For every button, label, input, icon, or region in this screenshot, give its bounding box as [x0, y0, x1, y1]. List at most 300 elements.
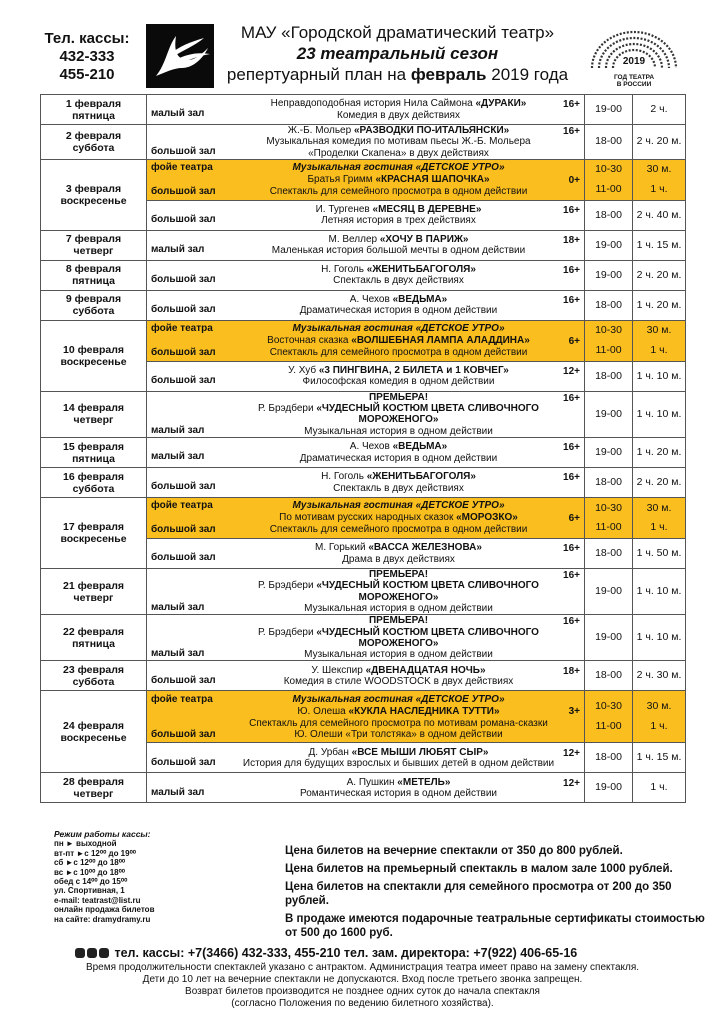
age-spacer	[558, 500, 584, 501]
date-weekday: суббота	[72, 305, 115, 318]
performance-title: «ВОЛШЕБНАЯ ЛАМПА АЛАДДИНА»	[351, 335, 530, 347]
date-cell	[41, 159, 147, 230]
genre-line-2: «Проделки Скапена» в двух действиях	[308, 147, 489, 159]
duration-cell	[633, 498, 686, 539]
date-cell	[41, 95, 147, 125]
kids-title-line	[239, 335, 558, 346]
duration-value: 30 м.	[646, 324, 672, 337]
genre-line: Драма в двух действиях	[342, 553, 455, 565]
performance-description	[239, 441, 558, 464]
duration-cell: 1 ч. 20 м.	[633, 438, 686, 468]
age-rating: 16+	[563, 205, 580, 217]
genre-line: Романтическая история в одном действии	[299, 787, 498, 799]
author: А. Чехов	[349, 441, 393, 453]
time-cell	[585, 498, 633, 539]
author: Н. Гоголь	[321, 471, 367, 483]
age-rating: 16+	[563, 295, 580, 307]
duration-cell: 1 ч. 50 м.	[633, 539, 686, 569]
time-value: 10-30	[595, 163, 622, 176]
hall-label: большой зал	[151, 674, 216, 686]
performance-title: «ЖЕНИТЬБАГОГОЛЯ»	[366, 471, 476, 483]
time-cell: 18-00	[585, 290, 633, 320]
date-weekday: суббота	[72, 675, 115, 688]
time-cell: 18-00	[585, 661, 633, 691]
performance-description	[239, 98, 558, 121]
age-rating: 12+	[563, 366, 580, 378]
date-cell	[41, 468, 147, 498]
date-weekday: пятница	[72, 637, 115, 650]
box-office-hours	[54, 830, 164, 924]
genre-line: Маленькая история большой мечты в одном действии	[271, 245, 526, 257]
performance-title: «ЧУДЕСНЫЙ КОСТЮМ ЦВЕТА СЛИВОЧНОГО МОРОЖЕНОГО»	[316, 580, 539, 603]
age-spacer	[558, 729, 584, 730]
hall-label: малый зал	[151, 424, 205, 436]
hours-title: Режим работы кассы:	[54, 829, 151, 839]
kids-series-title: Музыкальная гостиная «ДЕТСКОЕ УТРО»	[292, 323, 505, 335]
kids-genre-line: Спектакль для семейного просмотра по мотивам романа-сказки	[249, 717, 548, 729]
duration-value: 1 ч.	[650, 521, 668, 534]
performance-description	[239, 777, 558, 800]
website-link[interactable]: на сайте: dramydramy.ru	[54, 914, 151, 924]
performance-row	[147, 441, 584, 464]
kids-series-title: Музыкальная гостиная «ДЕТСКОЕ УТРО»	[292, 500, 505, 512]
date-weekday: воскресенье	[60, 533, 127, 546]
hours-line: вт-пт ►с 12⁰⁰ до 19⁰⁰	[54, 848, 136, 858]
duration-cell	[633, 691, 686, 743]
performance-title: «ХОЧУ В ПАРИЖ»	[379, 234, 469, 246]
season-title: 23 театральный сезон	[296, 44, 499, 63]
date-day: 1 февраля	[65, 97, 122, 110]
performance-title: «КРАСНАЯ ШАПОЧКА»	[375, 174, 490, 186]
performance-cell	[147, 438, 585, 468]
performance-row	[147, 542, 584, 565]
time-cell: 18-00	[585, 125, 633, 160]
hours-line: пн ► выходной	[54, 839, 117, 849]
time-cell	[585, 691, 633, 743]
performance-row	[147, 777, 584, 800]
performance-row	[41, 125, 686, 160]
performance-row	[147, 665, 584, 688]
performance-row	[41, 391, 686, 437]
contacts-text: тел. кассы: +7(3466) 432-333, 455-210 тел. зам. директора: +7(922) 406-65-16	[114, 946, 578, 960]
date-day: 7 февраля	[65, 233, 122, 246]
email-link[interactable]: e-mail: teatrast@list.ru	[54, 895, 141, 905]
performance-description	[239, 234, 558, 257]
duration-cell: 1 ч. 15 м.	[633, 743, 686, 773]
hall-label: малый зал	[151, 601, 205, 613]
box-office-phone-2: 455-210	[59, 66, 115, 83]
performance-row	[147, 264, 584, 287]
performance-title: «МЕТЕЛЬ»	[397, 776, 451, 788]
online-sales: онлайн продажа билетов	[54, 905, 155, 915]
date-weekday: пятница	[72, 109, 115, 122]
author: Неправдоподобная история Нила Саймона	[270, 98, 476, 110]
kids-performance-row	[41, 320, 686, 361]
time-cell: 18-00	[585, 361, 633, 391]
age-spacer	[558, 186, 584, 187]
time-cell: 19-00	[585, 391, 633, 437]
date-weekday: четверг	[73, 787, 114, 800]
performance-title: «ВЕДЬМА»	[392, 294, 448, 306]
performance-row	[147, 615, 584, 660]
date-cell	[41, 569, 147, 615]
duration-cell: 1 ч. 10 м.	[633, 391, 686, 437]
date-cell	[41, 230, 147, 260]
duration-value: 1 ч.	[650, 719, 668, 732]
performance-description	[239, 204, 558, 227]
hall-label: большой зал	[151, 186, 216, 198]
author: М. Веллер	[328, 234, 380, 246]
badge-year: 2019	[622, 56, 646, 67]
time-cell: 19-00	[585, 438, 633, 468]
performance-row	[41, 468, 686, 498]
hall-label: фойе театра	[151, 323, 213, 335]
date-day: 24 февраля	[63, 719, 124, 732]
logo-bird-icon	[146, 24, 214, 88]
age-rating: 6+	[568, 512, 580, 524]
hall-label: большой зал	[151, 375, 216, 387]
performance-cell	[147, 260, 585, 290]
hall-label: фойе театра	[151, 162, 213, 174]
price-family: Цена билетов на спектакли для семейного просмотра от 200 до 350 рублей.	[285, 881, 672, 907]
date-weekday: четверг	[73, 414, 114, 427]
performance-title-line	[241, 294, 556, 305]
price-premiere: Цена билетов на премьерный спектакль в малом зале 1000 рублей.	[285, 863, 673, 875]
age-rating: 3+	[568, 706, 580, 718]
hall-label: большой зал	[151, 347, 216, 359]
performance-description	[239, 365, 558, 388]
premiere-label: ПРЕМЬЕРА!	[368, 569, 429, 581]
date-cell	[41, 260, 147, 290]
performance-cell	[147, 230, 585, 260]
performance-title-line	[241, 125, 556, 136]
performance-row	[147, 365, 584, 388]
kids-genre-line: Спектакль для семейного просмотра в одном действии	[269, 347, 528, 359]
performance-title: «ВСЕ МЫШИ ЛЮБЯТ СЫР»	[351, 746, 489, 758]
performance-cell	[147, 468, 585, 498]
date-weekday: пятница	[72, 452, 115, 465]
kids-line	[147, 524, 584, 536]
duration-cell: 2 ч. 20 м.	[633, 125, 686, 160]
genre-line: Драматическая история в одном действии	[299, 452, 498, 464]
performance-cell	[147, 539, 585, 569]
whatsapp-icon	[87, 948, 97, 958]
duration-cell: 1 ч. 10 м.	[633, 569, 686, 615]
performance-cell	[147, 743, 585, 773]
time-value: 11-00	[595, 719, 622, 732]
ticket-prices	[285, 844, 705, 944]
age-spacer	[558, 694, 584, 695]
box-office-label: Тел. кассы:	[44, 30, 130, 47]
age-rating: 16+	[563, 99, 580, 111]
performance-title-line	[241, 627, 556, 650]
time-cell: 19-00	[585, 260, 633, 290]
performance-title-line	[241, 441, 556, 452]
kids-title-line	[239, 512, 558, 523]
kids-performance-row	[41, 159, 686, 200]
hall-label: большой зал	[151, 146, 216, 158]
kids-line	[147, 705, 584, 718]
genre-line: Философская комедия в одном действии	[302, 376, 495, 388]
performance-title-line	[241, 98, 556, 109]
time-cell: 19-00	[585, 773, 633, 803]
time-value: 11-00	[595, 182, 622, 195]
author: У. Шекспир	[311, 664, 366, 676]
date-day: 17 февраля	[63, 521, 124, 534]
title-block	[215, 22, 580, 85]
kids-line	[147, 335, 584, 348]
genre-line: Летняя история в трех действиях	[321, 215, 476, 227]
performance-title: «МЕСЯЦ В ДЕРЕВНЕ»	[372, 204, 482, 216]
performance-row	[41, 95, 686, 125]
kids-line	[147, 162, 584, 174]
kids-performance-cell	[147, 691, 585, 743]
author: Ю. Олеша	[297, 705, 349, 717]
time-cell: 19-00	[585, 615, 633, 661]
author: Ж.-Б. Мольер	[287, 125, 354, 136]
performance-row	[41, 569, 686, 615]
duration-cell	[633, 320, 686, 361]
hall-label: большой зал	[151, 524, 216, 536]
performance-title: «ДУРАКИ»	[475, 98, 527, 110]
kids-line	[147, 347, 584, 359]
author: Р. Брэдбери	[258, 580, 317, 592]
date-weekday: четверг	[73, 245, 114, 258]
date-weekday: суббота	[72, 482, 115, 495]
performance-row	[147, 125, 584, 159]
performance-cell	[147, 361, 585, 391]
performance-cell	[147, 290, 585, 320]
performance-row	[41, 661, 686, 691]
kids-title-line	[239, 174, 558, 185]
theatre-name: МАУ «Городской драматический театр»	[240, 23, 555, 42]
performance-row	[41, 290, 686, 320]
kids-genre-line: Спектакль для семейного просмотра в одном действии	[269, 524, 528, 536]
duration-cell: 2 ч.	[633, 95, 686, 125]
date-day: 8 февраля	[65, 263, 122, 276]
time-cell: 18-00	[585, 539, 633, 569]
performance-row	[41, 230, 686, 260]
duration-cell: 1 ч.	[633, 773, 686, 803]
performance-description	[239, 294, 558, 317]
hall-label: фойе театра	[151, 693, 213, 705]
date-cell	[41, 320, 147, 391]
author: Д. Урбан	[308, 746, 352, 758]
duration-value: 1 ч.	[650, 182, 668, 195]
date-weekday: воскресенье	[60, 731, 127, 744]
hall-label: большой зал	[151, 304, 216, 316]
date-day: 23 февраля	[63, 663, 124, 676]
kids-performance-cell	[147, 159, 585, 200]
age-rating: 6+	[568, 335, 580, 347]
date-cell	[41, 290, 147, 320]
performance-title: «ВЕДЬМА»	[392, 441, 448, 453]
duration-cell: 2 ч. 40 м.	[633, 200, 686, 230]
performance-title-line	[241, 403, 556, 426]
genre-line: Музыкальная история в одном действии	[304, 425, 493, 437]
age-rating: 16+	[563, 442, 580, 454]
year-of-theatre-badge	[584, 28, 684, 92]
performance-row	[41, 773, 686, 803]
genre-line: Спектакль в двух действиях	[333, 482, 464, 494]
gift-certificates: В продаже имеются подарочные театральные сертификаты стоимостью от 500 до 1600 руб.	[285, 913, 705, 939]
performance-cell	[147, 125, 585, 160]
kids-header	[239, 500, 558, 511]
theatre-logo	[146, 24, 214, 88]
age-rating: 0+	[568, 174, 580, 186]
performance-title: «РАЗВОДКИ ПО-ИТАЛЬЯНСКИ»	[353, 125, 510, 136]
genre-line: История для будущих взрослых и бывших детей в одном действии	[242, 757, 555, 769]
age-rating: 16+	[563, 616, 580, 628]
kids-genre-line-2: Ю. Олеши «Три толстяка» в одном действии	[294, 728, 503, 740]
performance-description	[239, 264, 558, 287]
date-day: 16 февраля	[63, 470, 124, 483]
age-rating: 16+	[563, 472, 580, 484]
date-cell	[41, 691, 147, 773]
hall-label: большой зал	[151, 214, 216, 226]
hours-line: обед с 14⁰⁰ до 15⁰⁰	[54, 877, 128, 887]
date-cell	[41, 661, 147, 691]
date-weekday: суббота	[72, 141, 115, 154]
performance-title: «КУКЛА НАСЛЕДНИКА ТУТТИ»	[348, 705, 500, 717]
time-cell	[585, 320, 633, 361]
author: М. Горький	[315, 542, 369, 554]
time-value: 11-00	[595, 521, 622, 534]
author: Братья Гримм	[307, 174, 376, 186]
performance-title-line	[241, 365, 556, 376]
age-spacer	[558, 323, 584, 324]
kids-header	[239, 162, 558, 173]
duration-cell	[633, 159, 686, 200]
author: Н. Гоголь	[321, 264, 367, 276]
kids-series-title: Музыкальная гостиная «ДЕТСКОЕ УТРО»	[292, 693, 505, 705]
duration-cell: 1 ч. 10 м.	[633, 615, 686, 661]
age-rating: 16+	[563, 392, 580, 404]
performance-row	[41, 260, 686, 290]
author: Восточная сказка	[267, 335, 352, 347]
genre-line: Музыкальная история в одном действии	[304, 649, 493, 661]
author: А. Чехов	[349, 294, 393, 306]
hall-label: малый зал	[151, 786, 205, 798]
performance-row	[41, 438, 686, 468]
kids-header	[239, 694, 558, 705]
date-cell	[41, 438, 147, 468]
kids-performance-cell	[147, 320, 585, 361]
duration-value: 30 м.	[646, 700, 672, 713]
date-weekday: пятница	[72, 275, 115, 288]
author: И. Тургенев	[315, 204, 373, 216]
author: Р. Брэдбери	[258, 626, 317, 638]
genre-line: Музыкальная комедия по мотивам пьесы Ж.-Б. Мольера	[266, 136, 531, 148]
hall-label: малый зал	[151, 647, 205, 659]
age-rating: 12+	[563, 777, 580, 789]
telegram-icon	[99, 948, 109, 958]
performance-description	[239, 615, 558, 660]
age-spacer	[558, 347, 584, 348]
performance-title-line	[241, 234, 556, 245]
age-rating: 16+	[563, 570, 580, 582]
kids-performance-row	[41, 691, 686, 743]
performance-row	[147, 392, 584, 437]
performance-title: «ЧУДЕСНЫЙ КОСТЮМ ЦВЕТА СЛИВОЧНОГО МОРОЖЕНОГО»	[316, 626, 539, 649]
duration-cell: 1 ч. 10 м.	[633, 361, 686, 391]
duration-cell: 2 ч. 20 м.	[633, 468, 686, 498]
time-value: 11-00	[595, 343, 622, 356]
author: А. Пушкин	[346, 776, 398, 788]
hours-line: сб ►с 12⁰⁰ до 18⁰⁰	[54, 858, 126, 868]
age-rating: 16+	[563, 265, 580, 277]
time-cell: 18-00	[585, 468, 633, 498]
duration-value: 30 м.	[646, 501, 672, 514]
premiere-label: ПРЕМЬЕРА!	[368, 391, 429, 403]
duration-cell: 1 ч. 15 м.	[633, 230, 686, 260]
date-day: 28 февраля	[63, 775, 124, 788]
date-day: 3 февраля	[65, 182, 122, 195]
date-cell	[41, 498, 147, 569]
performance-title-line	[241, 580, 556, 603]
genre-line: Комедия в двух действиях	[337, 109, 460, 121]
age-rating: 12+	[563, 747, 580, 759]
notes	[50, 962, 675, 1010]
hall-label: большой зал	[151, 728, 216, 740]
performance-title-line	[241, 542, 556, 553]
performance-description	[239, 542, 558, 565]
age-rating: 16+	[563, 126, 580, 137]
kids-line	[147, 729, 584, 741]
hall-label: фойе театра	[151, 500, 213, 512]
kids-performance-row	[41, 498, 686, 539]
age-rating: 18+	[563, 665, 580, 677]
performance-row	[147, 204, 584, 227]
duration-cell: 1 ч. 20 м.	[633, 290, 686, 320]
kids-line	[147, 718, 584, 729]
hall-label: малый зал	[151, 108, 205, 120]
genre-line: Спектакль в двух действиях	[333, 275, 464, 287]
kids-line	[147, 186, 584, 198]
performance-cell	[147, 773, 585, 803]
performance-row	[147, 471, 584, 494]
performance-row	[147, 234, 584, 257]
hall-label: большой зал	[151, 274, 216, 286]
duration-cell: 2 ч. 20 м.	[633, 260, 686, 290]
kids-header	[239, 323, 558, 334]
age-rating: 16+	[563, 543, 580, 555]
premiere-label: ПРЕМЬЕРА!	[368, 615, 429, 627]
kids-line	[147, 174, 584, 187]
date-day: 2 февраля	[65, 129, 122, 142]
kids-line	[147, 512, 584, 525]
author: У. Хуб	[288, 365, 319, 377]
performance-cell	[147, 200, 585, 230]
time-value: 10-30	[595, 324, 622, 337]
performance-description	[239, 747, 558, 770]
performance-row	[147, 98, 584, 121]
repertoire-title: репертуарный план на февраль 2019 года	[226, 65, 569, 84]
kids-performance-cell	[147, 498, 585, 539]
performance-cell	[147, 661, 585, 691]
address: ул. Спортивная, 1	[54, 886, 125, 896]
performance-title: «ЖЕНИТЬБАГОГОЛЯ»	[366, 264, 476, 276]
hours-line: вс ►с 10⁰⁰ до 18⁰⁰	[54, 867, 126, 877]
performance-title: «ЧУДЕСНЫЙ КОСТЮМ ЦВЕТА СЛИВОЧНОГО МОРОЖЕНОГО»	[316, 403, 539, 426]
performance-cell	[147, 569, 585, 615]
performance-title-line	[241, 264, 556, 275]
date-cell	[41, 773, 147, 803]
duration-value: 30 м.	[646, 163, 672, 176]
date-day: 21 февраля	[63, 579, 124, 592]
performance-description	[239, 392, 558, 437]
performance-description	[239, 125, 558, 159]
